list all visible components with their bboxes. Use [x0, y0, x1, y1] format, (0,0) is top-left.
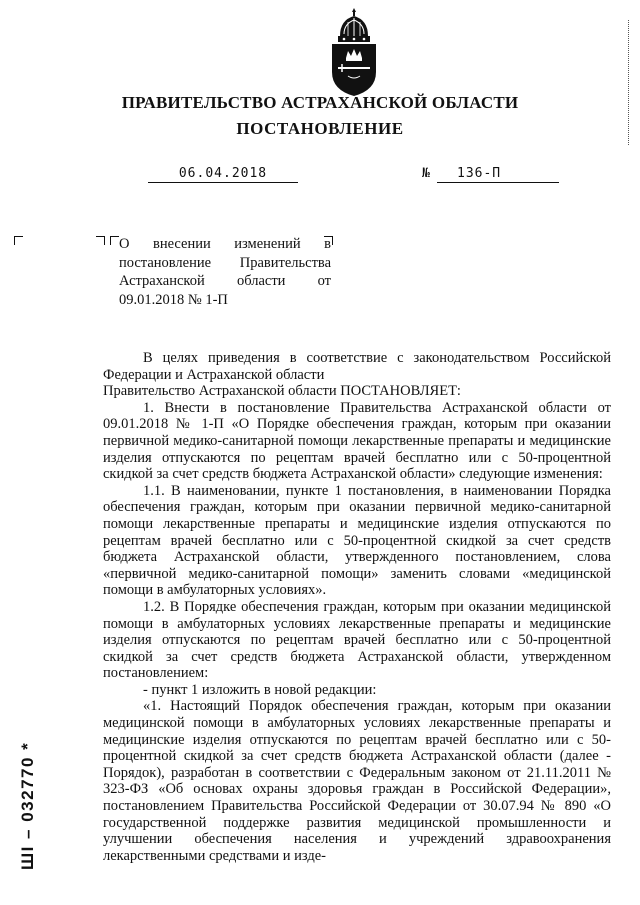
body-paragraph: 1.2. В Порядке обеспечения граждан, которым при оказании медицинской помощи в амбулаторных условиях лекарственные препараты и медицинские изделия отпускаются по рецептам врачей бесплатно или с 50-процентной скидкой за счет средств бюджета Астраханской области, утвержденном постановлением: [103, 598, 611, 682]
corner-mark [110, 236, 119, 245]
corner-mark [14, 236, 23, 245]
corner-mark [96, 236, 105, 245]
body-paragraph: В целях приведения в соответствие с законодательством Российской Федерации и Астраханской области [103, 350, 611, 383]
form-serial-stamp [12, 700, 44, 870]
coat-of-arms-icon [326, 6, 382, 98]
document-number: 136-П [437, 166, 559, 183]
document-date: 06.04.2018 [148, 166, 298, 183]
document-type: ПОСТАНОВЛЕНИЕ [236, 119, 404, 138]
body-paragraph: Правительство Астраханской области ПОСТАНОВЛЯЕТ: [103, 383, 461, 400]
body-paragraph: 1.1. В наименовании, пункте 1 постановления, в наименовании Порядка обеспечения граждан, которым при оказании первичной медико-санитарной помощи лекарственные препараты и медицинские изделия отпускаются по рецептам врачей бесплатно или с 50-процентной скидкой за счет средств бюджета Астраханской области, утвержденного постановлением, слова «первичной медико-санитарной помощи» заменить словами «медицинской помощи в амбулаторных условиях». [103, 482, 611, 599]
document-body [103, 350, 611, 864]
body-paragraph: 1. Внести в постановление Правительства Астраханской области от 09.01.2018 № 1-П «О Порядке обеспечения граждан, которым при оказании первичной медико-санитарной помощи лекарственные препараты и медицинские изделия отпускаются по рецептам врачей бесплатно или с 50-процентной скидкой за счет средств бюджета Астраханской области» следующие изменения: [103, 399, 611, 483]
organization-title: ПРАВИТЕЛЬСТВО АСТРАХАНСКОЙ ОБЛАСТИ [121, 93, 519, 112]
body-paragraph: «1. Настоящий Порядок обеспечения граждан, которым при оказании медицинской помощи в амбулаторных условиях лекарственные препараты и медицинские изделия отпускаются по рецептам врачей бесплатно или с 50-процентной скидкой за счет средств бюджета Астраханской области (далее - Порядок), разработан в соответствии с Федеральным законом от 21.11.2011 № 323-ФЗ «Об основах охраны здоровья граждан в Российской Федерации», постановлением Правительства Российской Федерации от 30.07.94 № 890 «О государственной поддержке развития медицинской промышленности и улучшении обеспечения населения и учреждений здравоохранения лекарственными средствами и изде- [103, 698, 611, 864]
number-label: № [422, 166, 430, 181]
body-paragraph: - пункт 1 изложить в новой редакции: [143, 681, 377, 698]
form-serial-number: ШI – 032770 * [18, 741, 37, 870]
document-subject: О внесении изменений в постановление Правительства Астраханской области от 09.01.2018 № 1-П [119, 236, 331, 308]
